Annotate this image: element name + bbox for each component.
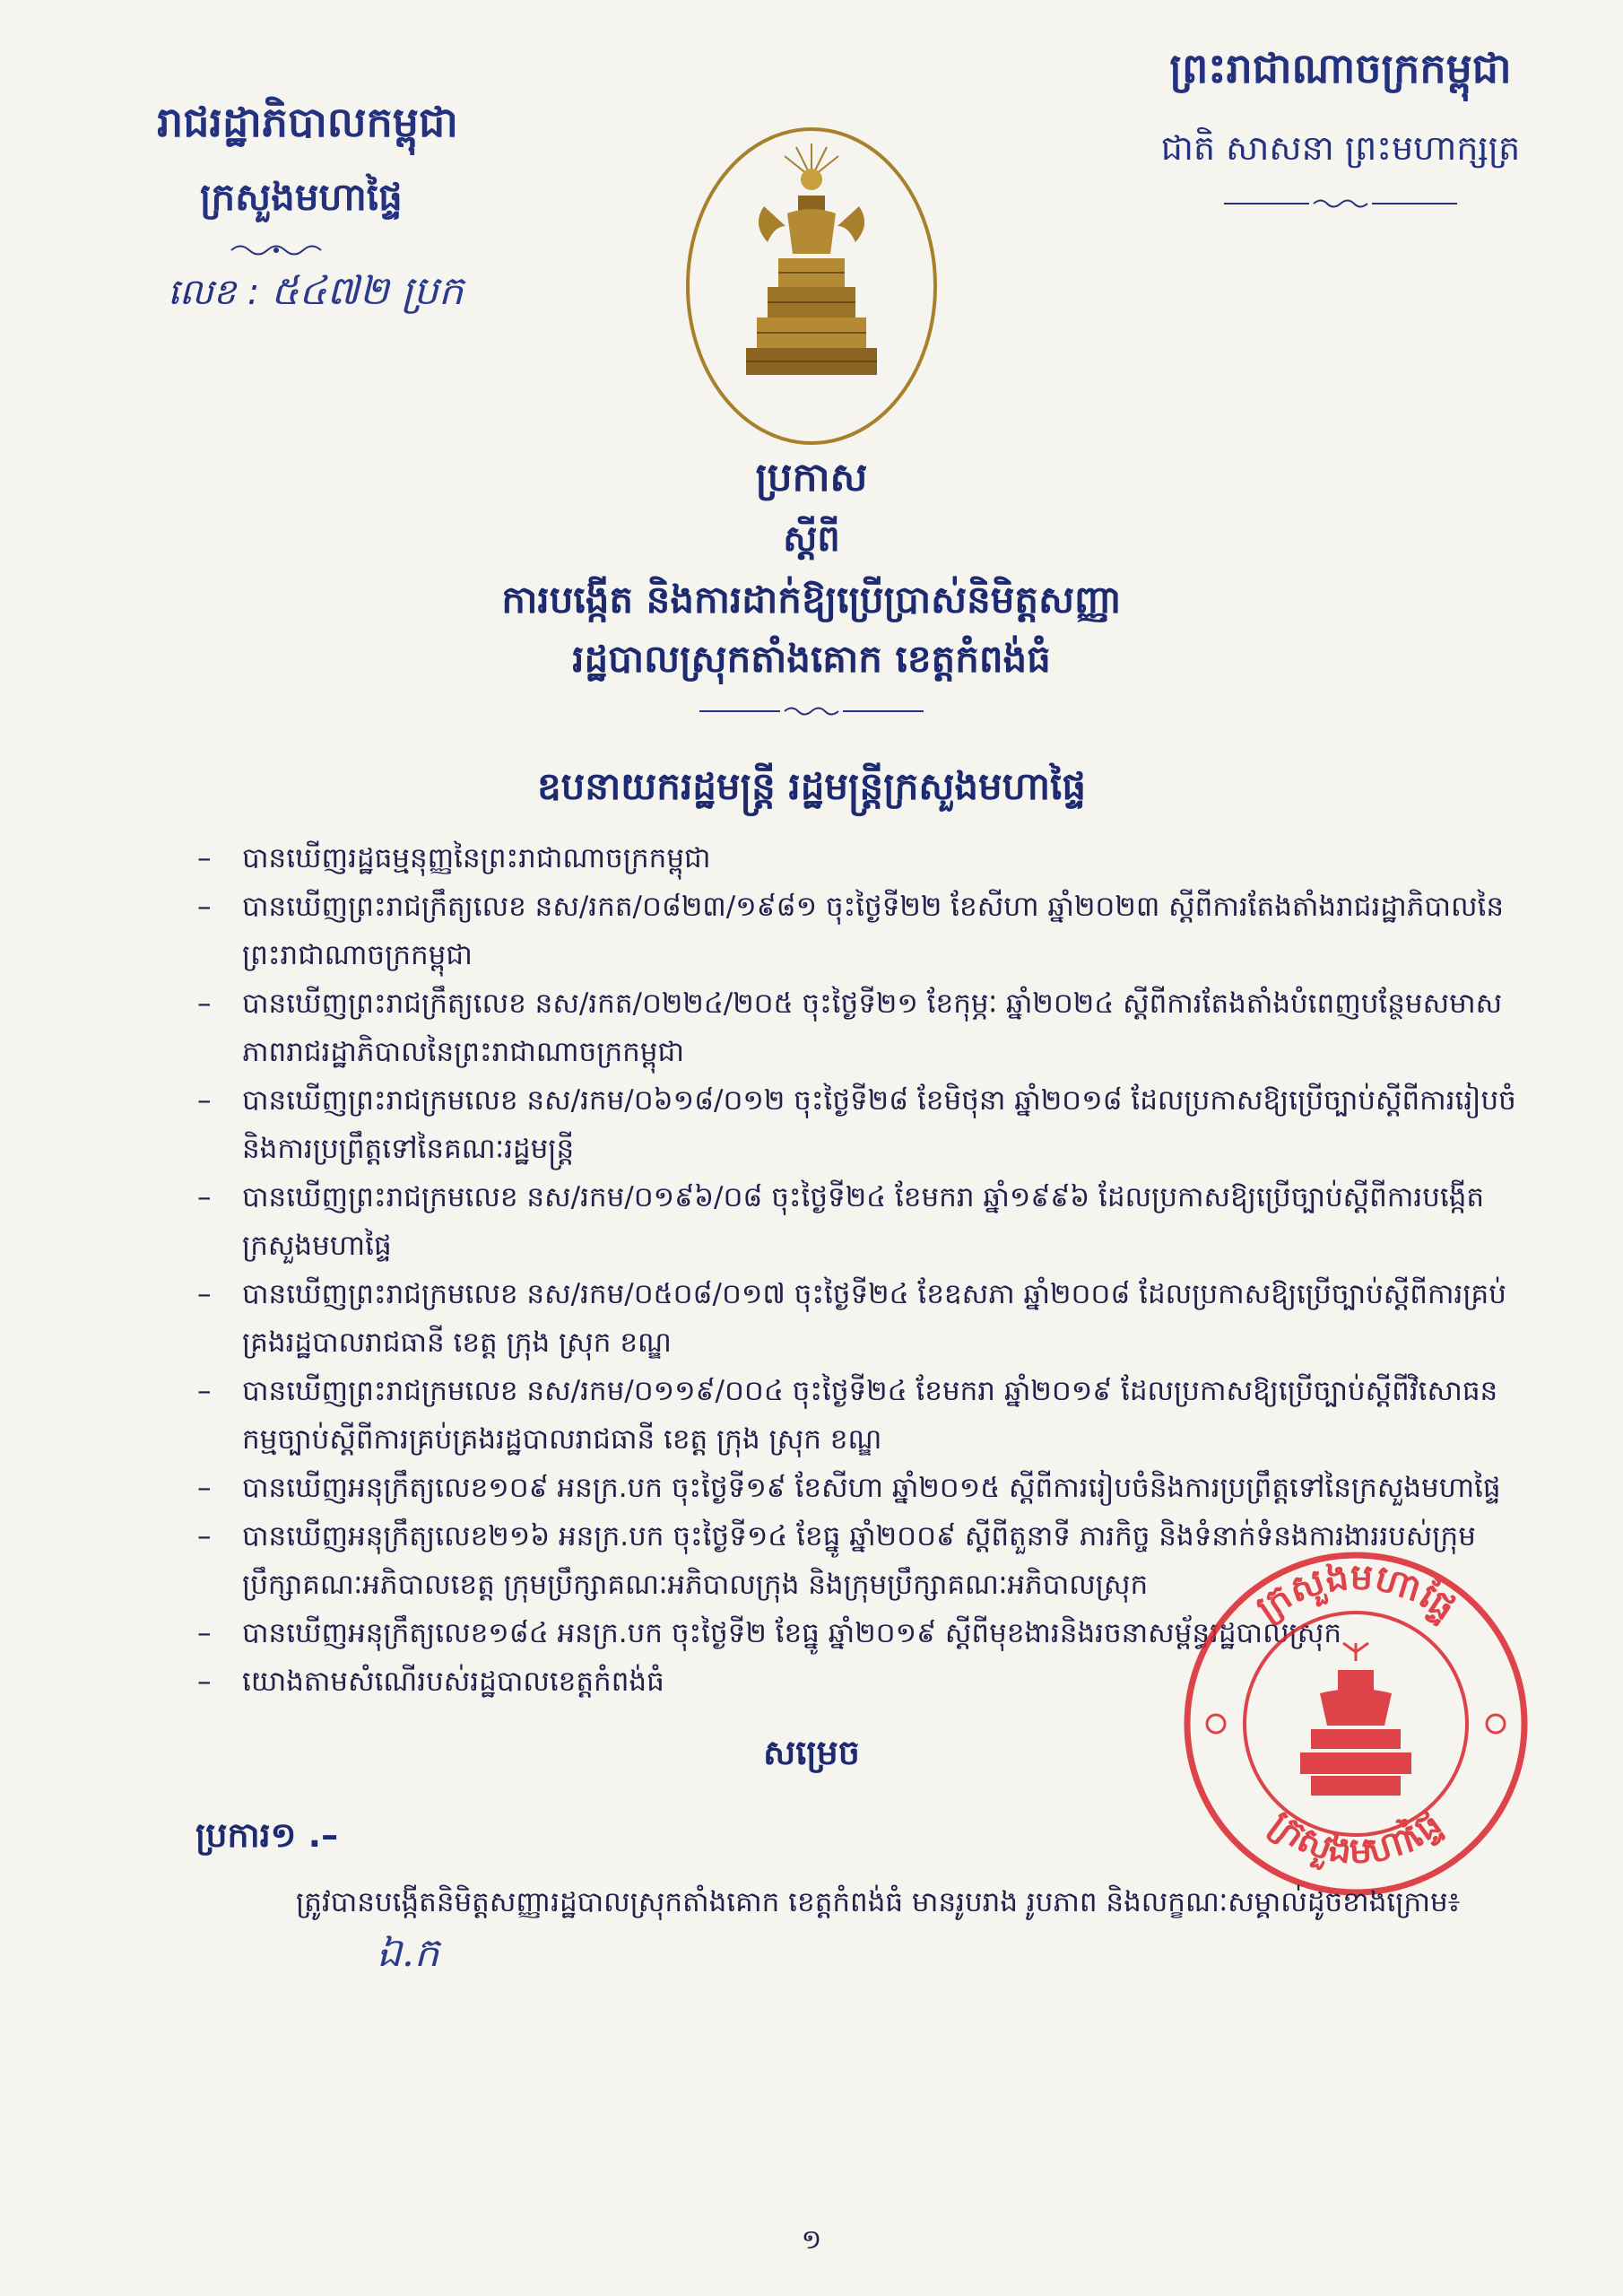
official-seal-stamp	[1176, 1544, 1535, 1903]
handwritten-initials: ឯ.ក	[377, 1930, 439, 1976]
list-item: – បានឃើញព្រះរាជក្រមលេខ នស/រកម/០១១៩/០០៤ ចុះថ្ងៃទី២៤ ខែមករា ឆ្នាំ២០១៩ ដែលប្រកាសឱ្យប្រើច្បាប់ស្តីពីវិសោធនកម្មច្បាប់ស្តីពីការគ្រប់គ្រងរដ្ឋបាលរាជធានី ខេត្ត ក្រុង ស្រុក ខណ្ឌ	[197, 1375, 1498, 1456]
subject-line-2: រដ្ឋបាលស្រុកតាំងគោក ខេត្តកំពង់ធំ	[572, 637, 1051, 681]
list-item: – បានឃើញព្រះរាជក្រឹត្យលេខ នស/រកត/០២២៤/២០៥ ចុះថ្ងៃទី២១ ខែកុម្ភៈ ឆ្នាំ២០២៤ ស្តីពីការតែងតាំងបំពេញបន្ថែមសមាសភាពរាជរដ្ឋាភិបាលនៃព្រះរាជាណាចក្រកម្ពុជា	[197, 987, 1503, 1068]
article-1-heading: ប្រការ១ .–	[195, 1815, 339, 1855]
reference-number	[168, 266, 534, 324]
header-right	[1107, 43, 1574, 211]
page-number: ១	[801, 2224, 822, 2256]
seal-text-bottom: ក្រសួងមហាផ្ទៃ	[1263, 1802, 1450, 1873]
ministry-name: ក្រសួងមហាផ្ទៃ	[200, 175, 403, 219]
header-left	[157, 97, 534, 324]
number-label: លេខ :	[168, 272, 260, 313]
title-divider-icon	[699, 704, 924, 718]
list-item: – បានឃើញព្រះរាជក្រមលេខ នស/រកម/០១៩៦/០៨ ចុះថ្ងៃទី២៤ ខែមករា ឆ្នាំ១៩៩៦ ដែលប្រកាសឱ្យប្រើច្បាប់ស្តីពីការបង្កើតក្រសួងមហាផ្ទៃ	[197, 1181, 1485, 1262]
seal-text: ក្រសួងមហាផ្ទៃ	[1248, 1556, 1463, 1630]
list-item: – បានឃើញព្រះរាជក្រឹត្យលេខ នស/រកត/០៨២៣/១៩៨១ ចុះថ្ងៃទី២២ ខែសីហា ឆ្នាំ២០២៣ ស្តីពីការតែងតាំងរាជរដ្ឋាភិបាលនៃព្រះរាជាណាចក្រកម្ពុជា	[197, 891, 1505, 971]
list-item: – បានឃើញអនុក្រឹត្យលេខ១០៩ អនក្រ.បក ចុះថ្ងៃទី១៩ ខែសីហា ឆ្នាំ២០១៥ ស្តីពីការរៀបចំនិងការប្រព្រឹត្តទៅនៃក្រសួងមហាផ្ទៃ	[197, 1472, 1501, 1504]
ornament-icon	[227, 241, 325, 259]
subject-line-1: ការបង្កើត និងការដាក់ឱ្យប្រើប្រាស់និមិត្តសញ្ញា	[501, 578, 1122, 622]
issuer-title: ឧបនាយករដ្ឋមន្ត្រី រដ្ឋមន្ត្រីក្រសួងមហាផ្ទៃ	[536, 764, 1086, 808]
list-item: – យោងតាមសំណើរបស់រដ្ឋបាលខេត្តកំពង់ធំ	[197, 1665, 664, 1698]
article-1-text: ត្រូវបានបង្កើតនិមិត្តសញ្ញារដ្ឋបាលស្រុកតាំងគោក ខេត្តកំពង់ធំ មានរូបរាង រូបភាព និងលក្ខណៈសម្គាល់ដូចខាងក្រោម៖	[296, 1886, 1461, 1918]
decision-heading: សម្រេច	[763, 1733, 860, 1772]
list-item: – បានឃើញអនុក្រឹត្យលេខ១៨៤ អនក្រ.បក ចុះថ្ងៃទី២ ខែធ្នូ ឆ្នាំ២០១៩ ស្តីពីមុខងារនិងរចនាសម្ព័ន្ធរដ្ឋបាលស្រុក	[197, 1617, 1342, 1649]
government-name: រាជរដ្ឋាភិបាលកម្ពុជា	[157, 98, 458, 146]
motto-divider-icon	[1224, 196, 1457, 211]
svg-text:ក្រសួងមហាផ្ទៃ	[1249, 1557, 1464, 1630]
handwritten-number: ៥៤៧២ ប្រក	[271, 268, 464, 314]
national-motto: ជាតិ សាសនា ព្រះមហាក្សត្រ	[1160, 128, 1521, 168]
kingdom-name: ព្រះរាជាណាចក្រកម្ពុជា	[1169, 44, 1512, 92]
ministry-emblem-icon	[681, 124, 942, 448]
svg-text:ក្រសួងមហាផ្ទៃ	[1262, 1800, 1449, 1872]
list-item: – បានឃើញព្រះរាជក្រមលេខ នស/រកម/០៦១៨/០១២ ចុះថ្ងៃទី២៨ ខែមិថុនា ឆ្នាំ២០១៨ ដែលប្រកាសឱ្យប្រើច្បាប់ស្តីពីការរៀបចំនិងការប្រព្រឹត្តទៅនៃគណៈរដ្ឋមន្ត្រី	[197, 1084, 1516, 1165]
about-label: ស្តីពី	[783, 518, 840, 560]
list-item: – បានឃើញអនុក្រឹត្យលេខ២១៦ អនក្រ.បក ចុះថ្ងៃទី១៤ ខែធ្នូ ឆ្នាំ២០០៩ ស្តីពីតួនាទី ភារកិច្ច និងទំនាក់ទំនងការងាររបស់ក្រុមប្រឹក្សាគណៈអភិបាលខេត្ត ក្រុមប្រឹក្សាគណៈអភិបាលក្រុង និងក្រុមប្រឹក្សាគណៈអភិបាលស្រុក	[197, 1520, 1476, 1601]
list-item: – បានឃើញរដ្ឋធម្មនុញ្ញនៃព្រះរាជាណាចក្រកម្ពុជា	[197, 842, 711, 874]
list-item: – បានឃើញព្រះរាជក្រមលេខ នស/រកម/០៥០៨/០១៧ ចុះថ្ងៃទី២៤ ខែឧសភា ឆ្នាំ២០០៨ ដែលប្រកាសឱ្យប្រើច្បាប់ស្តីពីការគ្រប់គ្រងរដ្ឋបាលរាជធានី ខេត្ត ក្រុង ស្រុក ខណ្ឌ	[197, 1278, 1506, 1359]
document-type: ប្រកាស	[755, 455, 868, 500]
